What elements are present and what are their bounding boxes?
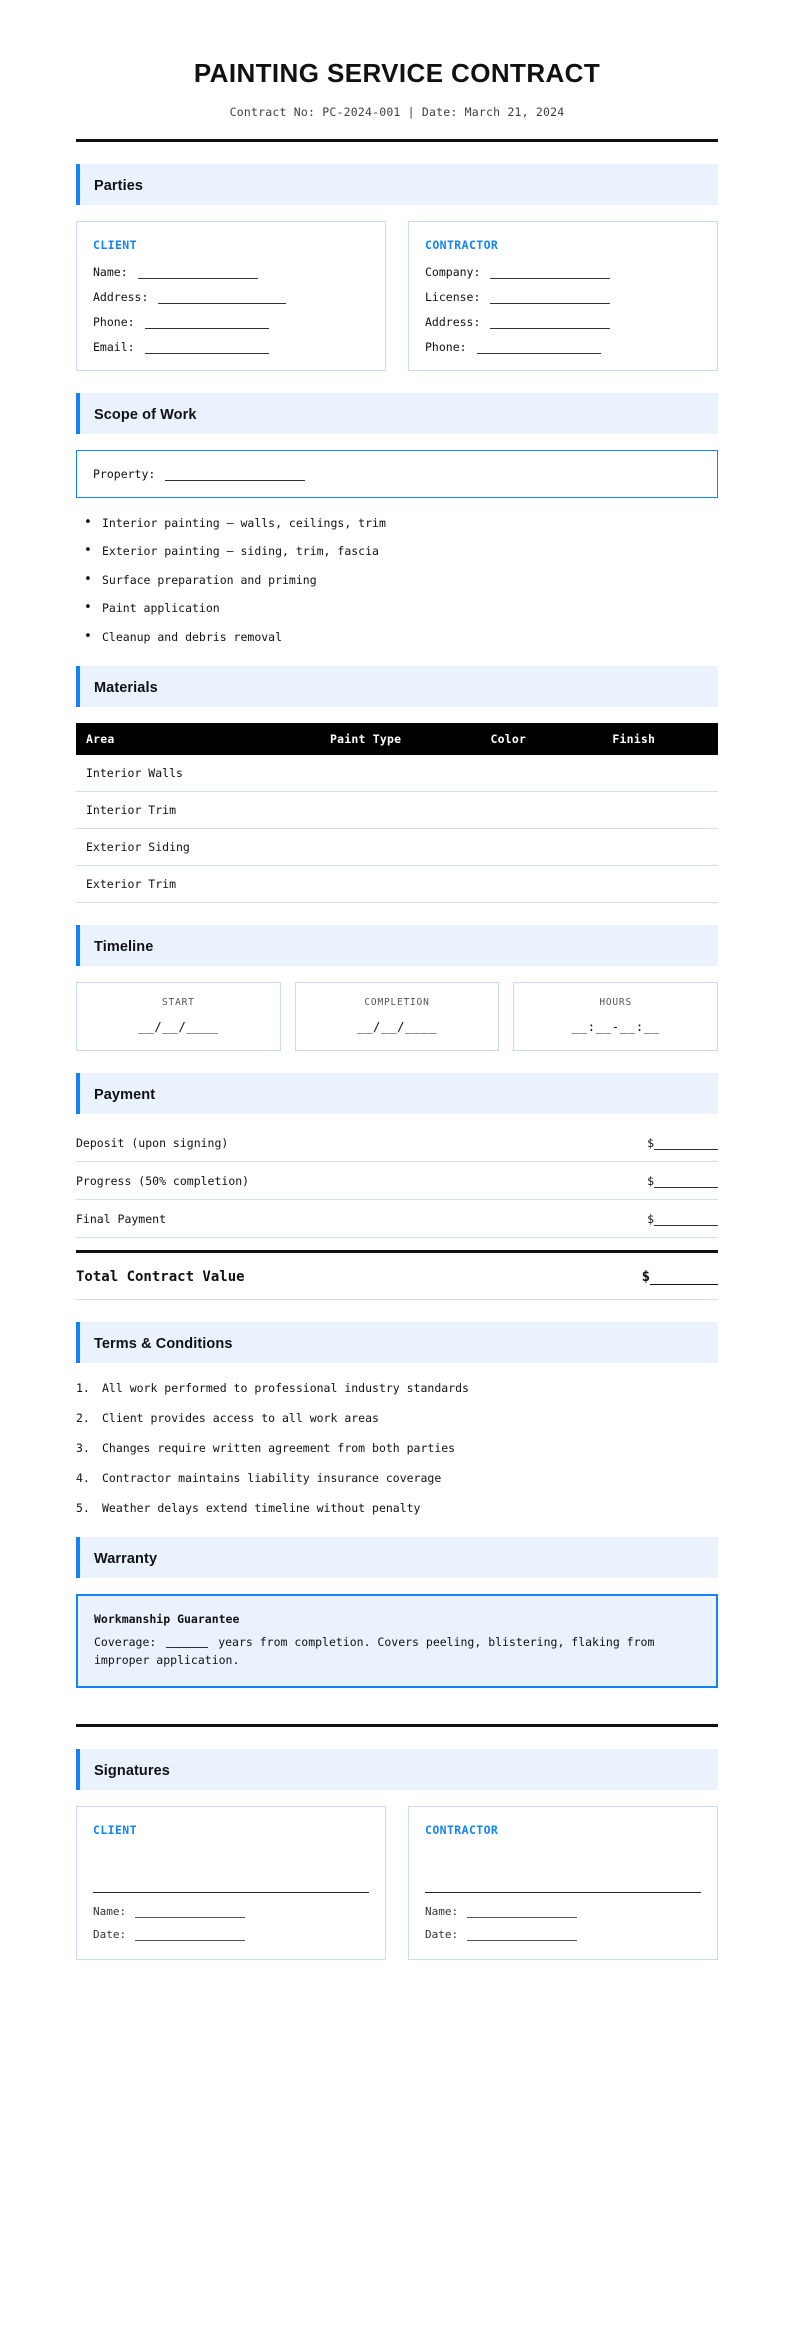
contractor-signature-date-label: Date: [425, 1927, 459, 1941]
client-signature-heading: CLIENT [93, 1822, 137, 1837]
term-number: 5. [76, 1500, 90, 1515]
section-header-payment [76, 1073, 718, 1114]
client-address-blank[interactable] [158, 293, 286, 304]
cell-paint-type[interactable] [320, 865, 481, 902]
payment-deposit-blank[interactable] [654, 1139, 718, 1150]
term-text: Weather delays extend timeline without penalty [102, 1500, 421, 1515]
payment-amount-progress[interactable] [647, 1174, 718, 1188]
contractor-license-blank[interactable] [490, 293, 610, 304]
payment-final-blank[interactable] [654, 1215, 718, 1226]
column-header-finish: Finish [602, 723, 718, 755]
warranty-heading: Workmanship Guarantee [94, 1611, 240, 1626]
section-header-parties [76, 164, 718, 205]
warranty-years-blank[interactable] [166, 1637, 208, 1648]
payment-row-deposit [76, 1136, 718, 1162]
list-item: • Interior painting — walls, ceilings, trim [76, 516, 718, 530]
cell-color[interactable] [480, 828, 602, 865]
signature-divider [76, 1724, 718, 1727]
table-row[interactable] [76, 791, 718, 828]
section-title-warranty: Warranty [94, 1550, 158, 1567]
client-phone-blank[interactable] [145, 318, 269, 329]
section-header-materials [76, 666, 718, 707]
section-title-payment: Payment [94, 1086, 156, 1103]
term-number: 2. [76, 1410, 90, 1425]
payment-total-label: Total Contract Value [76, 1268, 245, 1285]
list-item: • Paint application [76, 601, 718, 615]
section-header-signatures [76, 1749, 718, 1790]
payment-amount-deposit[interactable] [647, 1136, 718, 1150]
list-item: • Exterior painting — siding, trim, fascia [76, 544, 718, 558]
client-signature-line[interactable] [93, 1837, 369, 1893]
payment-label-progress: Progress (50% completion) [76, 1173, 250, 1188]
warranty-coverage-detail: years from completion. Covers peeling, blistering, flaking from improper application. [94, 1634, 655, 1667]
property-blank[interactable] [165, 470, 305, 481]
timeline-start-value[interactable]: __/__/____ [138, 1018, 219, 1034]
contractor-license-field[interactable] [425, 290, 701, 304]
cell-area: Interior Walls [76, 755, 320, 792]
timeline-completion-caption: COMPLETION [364, 996, 430, 1008]
term-text: All work performed to professional industry standards [102, 1380, 469, 1395]
section-header-timeline [76, 925, 718, 966]
payment-row-progress [76, 1174, 718, 1200]
payment-progress-blank[interactable] [654, 1177, 718, 1188]
cell-finish[interactable] [602, 865, 718, 902]
client-signature-name-label: Name: [93, 1904, 127, 1918]
contractor-heading: CONTRACTOR [425, 238, 499, 252]
timeline-row [76, 982, 718, 1051]
contractor-company-blank[interactable] [490, 268, 610, 279]
timeline-hours-box[interactable] [513, 982, 718, 1051]
cell-area: Interior Trim [76, 791, 320, 828]
timeline-start-box[interactable] [76, 982, 281, 1051]
cell-color[interactable] [480, 791, 602, 828]
table-row[interactable] [76, 755, 718, 792]
list-item [76, 1411, 718, 1425]
property-field[interactable] [93, 467, 701, 481]
contractor-signature-name-label: Name: [425, 1904, 459, 1918]
contractor-signature-line[interactable] [425, 1837, 701, 1893]
contractor-signature-date-blank[interactable] [467, 1930, 577, 1941]
client-signature-date-field[interactable] [93, 1928, 369, 1941]
term-text: Contractor maintains liability insurance coverage [102, 1470, 442, 1485]
materials-table [76, 723, 718, 903]
payment-label-deposit: Deposit (upon signing) [76, 1135, 229, 1150]
client-name-blank[interactable] [138, 268, 258, 279]
cell-finish[interactable] [602, 791, 718, 828]
contractor-phone-blank[interactable] [477, 343, 601, 354]
client-address-field[interactable] [93, 290, 369, 304]
header-divider [76, 139, 718, 142]
contractor-company-label: Company: [425, 265, 481, 279]
client-signature-date-blank[interactable] [135, 1930, 245, 1941]
timeline-start-caption: START [162, 996, 195, 1008]
section-header-terms [76, 1322, 718, 1363]
section-title-signatures: Signatures [94, 1762, 170, 1779]
timeline-hours-value[interactable]: __:__-__:__ [571, 1018, 660, 1034]
contractor-signature-heading: CONTRACTOR [425, 1822, 499, 1837]
payment-total-amount[interactable] [642, 1269, 718, 1285]
currency-symbol: $ [647, 1211, 654, 1226]
list-item [76, 1471, 718, 1485]
cell-finish[interactable] [602, 828, 718, 865]
term-number: 3. [76, 1440, 90, 1455]
contractor-address-blank[interactable] [490, 318, 610, 329]
client-email-blank[interactable] [145, 343, 269, 354]
scope-list [76, 516, 718, 644]
table-row[interactable] [76, 828, 718, 865]
client-signature-date-label: Date: [93, 1927, 127, 1941]
client-email-label: Email: [93, 340, 135, 354]
term-text: Client provides access to all work areas [102, 1410, 379, 1425]
currency-symbol: $ [647, 1173, 654, 1188]
list-item [76, 1501, 718, 1515]
contractor-phone-field[interactable] [425, 340, 701, 354]
payment-total-blank[interactable] [650, 1272, 718, 1285]
cell-paint-type[interactable] [320, 755, 481, 792]
materials-table-head [76, 723, 718, 755]
column-header-paint-type: Paint Type [320, 723, 481, 755]
section-title-terms: Terms & Conditions [94, 1335, 233, 1352]
client-signature-name-field[interactable] [93, 1905, 369, 1918]
client-phone-label: Phone: [93, 315, 135, 329]
client-email-field[interactable] [93, 340, 369, 354]
timeline-completion-value[interactable]: __/__/____ [356, 1018, 438, 1034]
list-item: • Cleanup and debris removal [76, 630, 718, 644]
warranty-box [76, 1594, 718, 1688]
term-number: 1. [76, 1380, 90, 1395]
page-title: PAINTING SERVICE CONTRACT [193, 58, 601, 88]
materials-table-body [76, 755, 718, 903]
contractor-license-label: License: [425, 290, 481, 304]
section-title-timeline: Timeline [94, 938, 154, 955]
property-label: Property: [93, 467, 156, 481]
section-title-materials: Materials [94, 679, 158, 696]
warranty-text [94, 1634, 700, 1670]
contractor-address-label: Address: [425, 315, 481, 329]
table-header-row [76, 723, 718, 755]
warranty-coverage-label: Coverage: [94, 1634, 157, 1649]
client-party-box [76, 221, 386, 371]
cell-area: Exterior Siding [76, 828, 320, 865]
timeline-completion-box[interactable] [295, 982, 500, 1051]
timeline-hours-caption: HOURS [599, 996, 632, 1008]
client-signature-name-blank[interactable] [135, 1907, 245, 1918]
contractor-signature-name-field[interactable] [425, 1905, 701, 1918]
contractor-company-field[interactable] [425, 265, 701, 279]
section-title-scope: Scope of Work [94, 407, 197, 423]
currency-symbol: $ [641, 1268, 650, 1285]
client-name-field[interactable] [93, 265, 369, 279]
property-box [76, 450, 718, 498]
contract-meta-line: Contract No: PC-2024-001 | Date: March 21, 2024 [229, 105, 565, 119]
payment-rows [76, 1136, 718, 1300]
contractor-signature-box [408, 1806, 718, 1960]
cell-finish[interactable] [602, 755, 718, 792]
contractor-signature-date-field[interactable] [425, 1928, 701, 1941]
client-heading: CLIENT [93, 238, 137, 252]
payment-amount-final[interactable] [647, 1212, 718, 1226]
contractor-phone-label: Phone: [425, 340, 467, 354]
payment-label-final: Final Payment [76, 1211, 167, 1226]
client-signature-box [76, 1806, 386, 1960]
column-header-color: Color [480, 723, 602, 755]
list-item: • Surface preparation and priming [76, 573, 718, 587]
column-header-area: Area [76, 723, 320, 755]
list-item [76, 1441, 718, 1455]
contractor-address-field[interactable] [425, 315, 701, 329]
cell-area: Exterior Trim [76, 865, 320, 902]
cell-color[interactable] [480, 865, 602, 902]
list-item [76, 1381, 718, 1395]
table-row[interactable] [76, 865, 718, 902]
parties-row [76, 221, 718, 371]
client-address-label: Address: [93, 290, 149, 304]
section-header-warranty [76, 1537, 718, 1578]
terms-list [76, 1381, 718, 1515]
contractor-signature-name-blank[interactable] [467, 1907, 577, 1918]
client-phone-field[interactable] [93, 315, 369, 329]
term-number: 4. [76, 1470, 90, 1485]
client-name-label: Name: [93, 265, 128, 279]
section-title-parties: Parties [94, 178, 144, 194]
cell-color[interactable] [480, 755, 602, 792]
term-text: Changes require written agreement from both parties [102, 1440, 456, 1455]
payment-row-final [76, 1212, 718, 1238]
cell-paint-type[interactable] [320, 828, 481, 865]
cell-paint-type[interactable] [320, 791, 481, 828]
payment-total-row [76, 1250, 718, 1300]
signatures-row [76, 1806, 718, 1960]
contractor-party-box [408, 221, 718, 371]
currency-symbol: $ [647, 1135, 654, 1150]
section-header-scope [76, 393, 718, 434]
